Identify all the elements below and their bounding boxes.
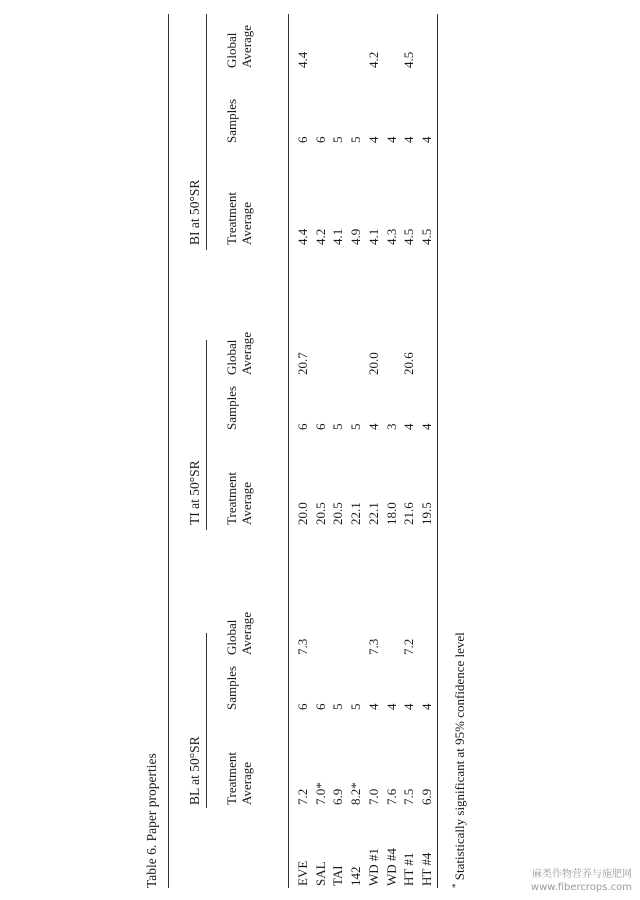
row-label: HT #1 [401, 852, 417, 886]
section-header-bi: BI at 50°SR [187, 179, 202, 245]
ti-samples-cell: 5 [348, 423, 364, 430]
bl-treatment-average-cell: 7.0* [312, 782, 328, 805]
bl-treatment-average-cell: 7.2 [295, 788, 310, 805]
col-header-bl-treatment-average-line-1: Treatment [224, 752, 239, 805]
col-header-ti-treatment-average-line-2: Average [239, 481, 254, 525]
bi-global-average-cell: 4.2 [365, 51, 381, 68]
col-header-ti-global-average-line-1: Global [224, 339, 239, 375]
row-label: WD #1 [365, 848, 381, 886]
bi-samples-cell: 6 [312, 136, 328, 143]
row-label: TAI [330, 865, 346, 886]
bi-samples-cell: 4 [401, 136, 417, 143]
ti-treatment-average-cell: 20.5 [330, 502, 346, 525]
table-title: Table 6. Paper properties [144, 753, 159, 888]
bi-samples-cell: 5 [348, 136, 364, 143]
watermark [531, 868, 632, 894]
bl-treatment-average-cell: 6.9 [418, 788, 434, 805]
col-header-bl-global-average-line-1: Global [224, 619, 239, 655]
col-header-bi-treatment-average-line-2: Average [239, 201, 254, 245]
bl-global-average-cell: 7.3 [365, 638, 381, 655]
ti-treatment-average-cell: 21.6 [401, 502, 417, 525]
col-header-ti-global-average-line-2: Average [239, 331, 254, 375]
bi-treatment-average-cell: 4.2 [312, 228, 328, 245]
bi-global-average-cell: 4.5 [401, 51, 417, 68]
section-rule-ti [206, 340, 207, 530]
bl-samples-cell: 4 [383, 703, 399, 710]
ti-treatment-average-cell: 22.1 [348, 502, 364, 525]
ti-global-average-cell: 20.0 [365, 352, 381, 375]
col-header-bl-samples-line-1: Samples [224, 665, 239, 710]
col-header-bi-global-average [224, 25, 254, 68]
row-label: SAL [312, 861, 328, 886]
footnote [452, 632, 468, 888]
bl-treatment-average-cell: 7.6 [383, 788, 399, 805]
bi-samples-cell: 6 [295, 136, 310, 143]
bl-global-average-cell: 7.2 [401, 638, 417, 655]
bi-samples-cell: 5 [330, 136, 346, 143]
bl-samples-cell: 5 [348, 703, 364, 710]
footnote-text: Statistically significant at 95% confidence level [452, 632, 467, 884]
bl-treatment-average-cell: 7.5 [401, 788, 417, 805]
col-header-bi-global-average-line-1: Global [224, 32, 239, 68]
top-rule [168, 14, 169, 888]
ti-samples-cell: 3 [383, 423, 399, 430]
row-label: EVE [295, 860, 310, 886]
col-header-bi-global-average-line-2: Average [239, 24, 254, 68]
ti-treatment-average-cell: 20.0 [295, 502, 310, 525]
bi-treatment-average-cell: 4.9 [348, 228, 364, 245]
footnote-mark: * [450, 883, 461, 888]
ti-treatment-average-cell: 22.1 [365, 502, 381, 525]
col-header-bl-treatment-average [224, 752, 254, 805]
bl-samples-cell: 5 [330, 703, 346, 710]
col-header-bl-samples [224, 666, 239, 710]
col-header-ti-treatment-average-line-1: Treatment [224, 472, 239, 525]
ti-samples-cell: 5 [330, 423, 346, 430]
bl-treatment-average-cell: 7.0 [365, 788, 381, 805]
col-header-bi-treatment-average [224, 192, 254, 245]
ti-treatment-average-cell: 20.5 [312, 502, 328, 525]
col-header-ti-samples [224, 386, 239, 430]
bi-treatment-average-cell: 4.3 [383, 228, 399, 245]
header-rule [288, 14, 289, 888]
col-header-bl-global-average [224, 612, 254, 655]
bi-treatment-average-cell: 4.1 [330, 228, 346, 245]
bi-treatment-average-cell: 4.5 [401, 228, 417, 245]
col-header-bl-global-average-line-2: Average [239, 611, 254, 655]
bl-samples-cell: 4 [418, 703, 434, 710]
section-rule-bl [206, 633, 207, 808]
ti-global-average-cell: 20.6 [401, 352, 417, 375]
row-label: WD #4 [383, 848, 399, 886]
col-header-bi-treatment-average-line-1: Treatment [224, 192, 239, 245]
bl-treatment-average-cell: 8.2* [348, 782, 364, 805]
ti-treatment-average-cell: 19.5 [418, 502, 434, 525]
col-header-ti-treatment-average [224, 472, 254, 525]
bl-treatment-average-cell: 6.9 [330, 788, 346, 805]
ti-samples-cell: 6 [312, 423, 328, 430]
bi-treatment-average-cell: 4.5 [418, 228, 434, 245]
section-rule-bi [206, 14, 207, 250]
bi-samples-cell: 4 [365, 136, 381, 143]
bi-treatment-average-cell: 4.1 [365, 228, 381, 245]
section-header-ti: TI at 50°SR [187, 460, 202, 525]
ti-samples-cell: 4 [401, 423, 417, 430]
ti-samples-cell: 6 [295, 423, 310, 430]
ti-samples-cell: 4 [365, 423, 381, 430]
bi-samples-cell: 4 [418, 136, 434, 143]
watermark-line-1: 麻类作物营养与施肥网 [532, 869, 632, 880]
bl-samples-cell: 4 [401, 703, 417, 710]
ti-samples-cell: 4 [418, 423, 434, 430]
col-header-bl-treatment-average-line-2: Average [239, 761, 254, 805]
bi-treatment-average-cell: 4.4 [295, 228, 310, 245]
col-header-bi-samples-line-1: Samples [224, 98, 239, 143]
col-header-bi-samples [224, 99, 239, 143]
ti-treatment-average-cell: 18.0 [383, 502, 399, 525]
bi-global-average-cell: 4.4 [295, 51, 310, 68]
row-label: HT #4 [418, 852, 434, 886]
bottom-rule [437, 14, 438, 888]
section-header-bl: BL at 50°SR [187, 736, 202, 805]
bl-samples-cell: 6 [295, 703, 310, 710]
bi-samples-cell: 4 [383, 136, 399, 143]
bl-samples-cell: 4 [365, 703, 381, 710]
col-header-ti-global-average [224, 332, 254, 375]
bl-global-average-cell: 7.3 [295, 638, 310, 655]
col-header-ti-samples-line-1: Samples [224, 385, 239, 430]
row-label: 142 [348, 866, 364, 886]
ti-global-average-cell: 20.7 [295, 352, 310, 375]
watermark-line-2: www.fibercrops.com [530, 882, 632, 893]
bl-samples-cell: 6 [312, 703, 328, 710]
